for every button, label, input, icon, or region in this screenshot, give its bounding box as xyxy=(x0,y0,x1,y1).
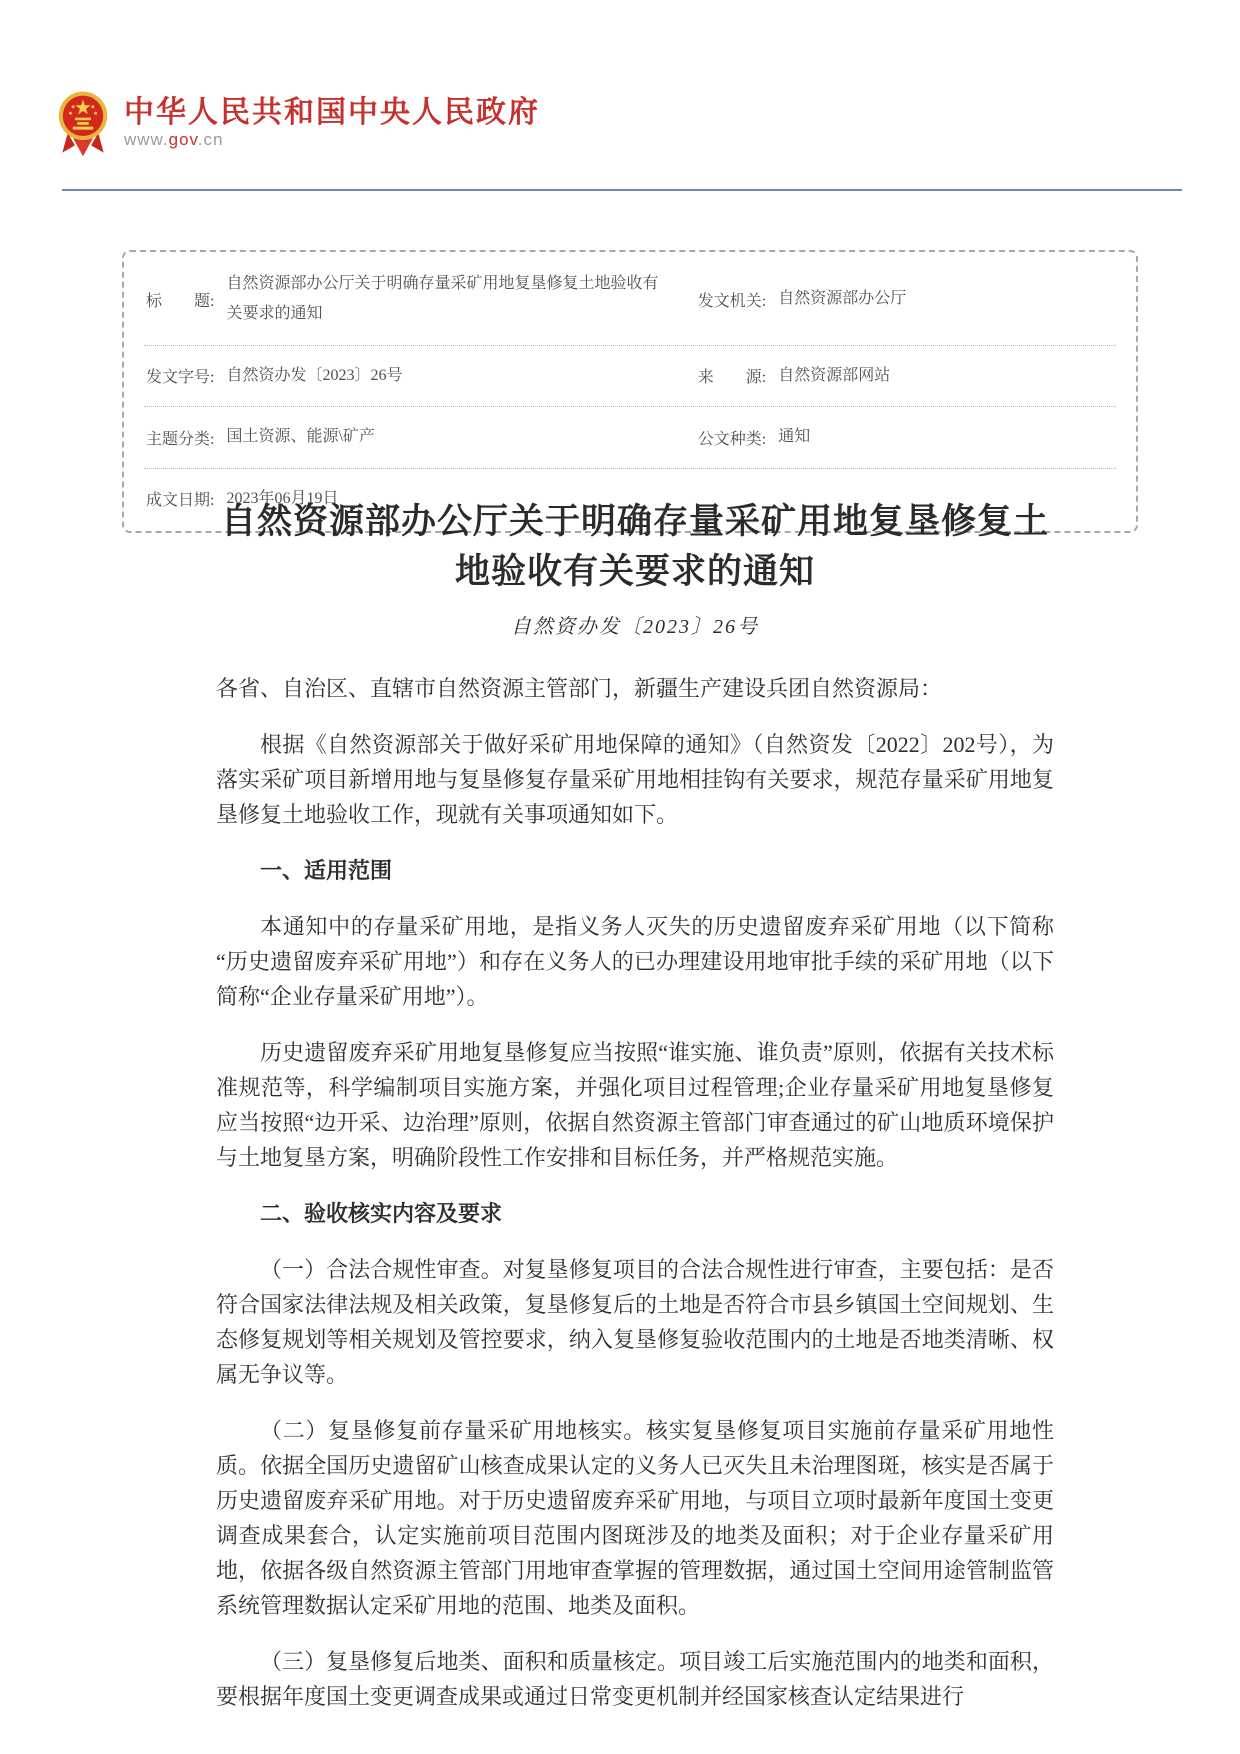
document-title: 自然资源部办公厅关于明确存量采矿用地复垦修复土地验收有关要求的通知 xyxy=(220,502,1049,591)
document-meta-box xyxy=(122,250,1138,533)
meta-label-written-date: 成文日期: xyxy=(146,492,215,510)
site-url-prefix: www. xyxy=(124,130,169,150)
meta-row-doc-number xyxy=(144,346,1116,407)
site-url-suffix: .cn xyxy=(197,130,224,150)
paragraph-scope-2: 历史遗留废弃采矿用地复垦修复应当按照“谁实施、谁负责”原则，依据有关技术标准规范等，科学编制项目实施方案，并强化项目过程管理;企业存量采矿用地复垦修复应当按照“边开采、边治理”原则，依据自然资源主管部门审查通过的矿山地质环境保护与土地复垦方案，明确阶段性工作安排和目标任务，并严格规范实施。 xyxy=(216,1040,1054,1170)
site-title: 中华人民共和国中央人民政府 xyxy=(124,95,540,129)
meta-value-issuing-agency: 自然资源部办公厅 xyxy=(778,290,907,308)
meta-label-doc-type: 公文种类: xyxy=(697,430,767,448)
document-number: 自然资办发〔2023〕26号 xyxy=(511,616,759,638)
meta-field-issuing-agency xyxy=(698,284,1114,314)
meta-label-title: 标 题: xyxy=(146,292,215,310)
meta-field-doc-type xyxy=(698,422,1114,452)
site-logo-link[interactable] xyxy=(56,88,540,158)
meta-value-topic-category: 国土资源、能源\矿产 xyxy=(226,428,375,446)
meta-value-doc-number: 自然资办发〔2023〕26号 xyxy=(226,366,403,384)
meta-row-title xyxy=(144,254,1116,346)
meta-row-category xyxy=(144,407,1116,468)
meta-value-title: 自然资源部办公厅关于明确存量采矿用地复垦修复土地验收有关要求的通知 xyxy=(226,275,659,323)
national-emblem-icon xyxy=(56,88,110,158)
section-heading-2: 二、验收核实内容及要求 xyxy=(260,1201,503,1226)
header-divider xyxy=(62,189,1182,191)
paragraph-scope-1: 本通知中的存量采矿用地，是指义务人灭失的历史遗留废弃采矿用地（以下简称“历史遗留废弃采矿用地”）和存在义务人的已办理建设用地审批手续的采矿用地（以下简称“企业存量采矿用地”）。 xyxy=(216,914,1054,1009)
site-url xyxy=(124,130,223,149)
site-url-gov: gov xyxy=(168,130,198,150)
paragraph-item-3: （三）复垦修复后地类、面积和质量核定。项目竣工后实施范围内的地类和面积，要根据年度国土变更调查成果或通过日常变更机制并经国家核查认定结果进行 xyxy=(216,1649,1054,1709)
meta-label-issuing-agency: 发文机关: xyxy=(697,292,767,310)
meta-field-title xyxy=(146,269,698,330)
meta-label-topic-category: 主题分类: xyxy=(146,430,215,448)
meta-label-doc-number: 发文字号: xyxy=(146,369,215,387)
meta-field-doc-number xyxy=(146,361,698,391)
meta-field-topic-category xyxy=(146,422,698,452)
paragraph-item-2: （二）复垦修复前存量采矿用地核实。核实复垦修复项目实施前存量采矿用地性质。依据全国历史遗留矿山核查成果认定的义务人已灭失且未治理图斑，核实是否属于历史遗留废弃采矿用地。对于历史遗留废弃采矿用地，与项目立项时最新年度国土变更调查成果套合，认定实施前项目范围内图斑涉及的地类及面积；对于企业存量采矿用地，依据各级自然资源主管部门用地审查掌握的管理数据，通过国土空间用途管制监管系统管理数据认定采矿用地的范围、地类及面积。 xyxy=(216,1418,1054,1618)
meta-value-source: 自然资源部网站 xyxy=(778,366,891,384)
paragraph-intro: 根据《自然资源部关于做好采矿用地保障的通知》（自然资发〔2022〕202号），为落实采矿项目新增用地与复垦修复存量采矿用地相挂钩有关要求，规范存量采矿用地复垦修复土地验收工作，现就有关事项通知如下。 xyxy=(216,732,1054,827)
paragraph-salutation: 各省、自治区、直辖市自然资源主管部门，新疆生产建设兵团自然资源局： xyxy=(216,676,943,701)
paragraph-item-1: （一）合法合规性审查。对复垦修复项目的合法合规性进行审查，主要包括：是否符合国家法律法规及相关政策，复垦修复后的土地是否符合市县乡镇国土空间规划、生态修复规划等相关规划及管控要求，纳入复垦修复验收范围内的土地是否地类清晰、权属无争议等。 xyxy=(216,1257,1054,1387)
document xyxy=(216,497,1054,1735)
meta-value-doc-type: 通知 xyxy=(778,428,811,446)
document-body xyxy=(216,671,1054,1714)
section-heading-1: 一、适用范围 xyxy=(260,858,393,883)
meta-value-written-date: 2023年06月19日 xyxy=(226,489,339,507)
meta-field-source xyxy=(698,361,1114,391)
meta-label-source: 来 源: xyxy=(697,369,767,387)
